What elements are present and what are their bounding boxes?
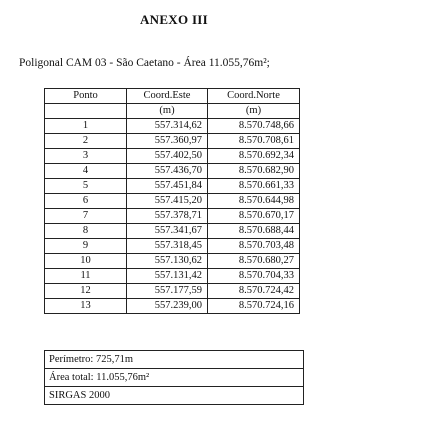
cell-coord-este: 557.130,62 [127,254,208,269]
header-coord-norte: Coord.Norte [208,89,300,104]
cell-ponto: 9 [45,239,127,254]
table-row [45,119,300,134]
table-row [45,164,300,179]
cell-ponto: 7 [45,209,127,224]
document-title: ANEXO III [139,12,209,27]
cell-coord-norte: 8.570.644,98 [208,194,300,209]
cell-ponto: 8 [45,224,127,239]
header-ponto: Ponto [45,89,127,104]
total-area-text: Área total: 11.055,76m² [45,369,304,387]
cell-coord-norte: 8.570.703,48 [208,239,300,254]
cell-coord-este: 557.378,71 [127,209,208,224]
cell-coord-este: 557.436,70 [127,164,208,179]
cell-coord-norte: 8.570.692,34 [208,149,300,164]
table-row [45,179,300,194]
cell-coord-este: 557.451,84 [127,179,208,194]
cell-coord-este: 557.314,62 [127,119,208,134]
table-row [45,134,300,149]
table-row [45,149,300,164]
cell-coord-norte: 8.570.748,66 [208,119,300,134]
table-row [45,284,300,299]
cell-ponto: 1 [45,119,127,134]
document-subtitle: Poligonal CAM 03 - São Caetano - Área 11.055,76m²; [19,57,270,69]
cell-coord-este: 557.239,00 [127,299,208,314]
cell-coord-este: 557.402,50 [127,149,208,164]
coordinates-table [44,88,300,314]
cell-ponto: 4 [45,164,127,179]
table-row [45,239,300,254]
cell-coord-este: 557.415,20 [127,194,208,209]
cell-coord-norte: 8.570.688,44 [208,224,300,239]
cell-coord-norte: 8.570.680,27 [208,254,300,269]
cell-ponto: 12 [45,284,127,299]
cell-ponto: 3 [45,149,127,164]
cell-ponto: 5 [45,179,127,194]
cell-coord-norte: 8.570.724,16 [208,299,300,314]
table-row [45,224,300,239]
cell-coord-este: 557.341,67 [127,224,208,239]
cell-coord-norte: 8.570.704,33 [208,269,300,284]
unit-ponto [45,104,127,119]
cell-ponto: 6 [45,194,127,209]
cell-ponto: 10 [45,254,127,269]
unit-coord-norte: (m) [208,104,300,119]
cell-coord-este: 557.177,59 [127,284,208,299]
cell-coord-norte: 8.570.708,61 [208,134,300,149]
unit-coord-este: (m) [127,104,208,119]
cell-coord-norte: 8.570.682,90 [208,164,300,179]
table-row [45,299,300,314]
perimeter-text: Perímetro: 725,71m [45,351,304,369]
cell-ponto: 11 [45,269,127,284]
table-row [45,209,300,224]
cell-coord-norte: 8.570.724,42 [208,284,300,299]
header-coord-este: Coord.Este [127,89,208,104]
table-row [45,269,300,284]
cell-coord-norte: 8.570.661,33 [208,179,300,194]
table-row [45,194,300,209]
cell-coord-este: 557.318,45 [127,239,208,254]
cell-coord-norte: 8.570.670,17 [208,209,300,224]
table-row [45,254,300,269]
cell-ponto: 2 [45,134,127,149]
table-units-row [45,104,300,119]
datum-text: SIRGAS 2000 [45,387,304,405]
cell-coord-este: 557.131,42 [127,269,208,284]
cell-ponto: 13 [45,299,127,314]
summary-table [44,350,304,405]
table-header-row [45,89,300,104]
cell-coord-este: 557.360,97 [127,134,208,149]
